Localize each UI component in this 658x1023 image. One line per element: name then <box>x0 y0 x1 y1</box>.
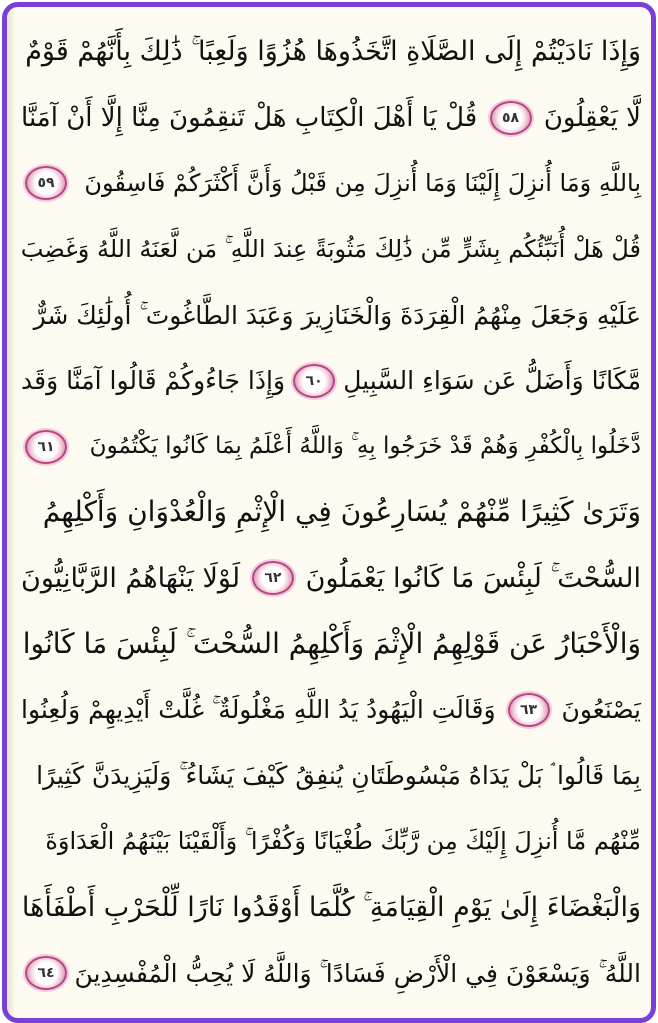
text-line <box>21 216 641 282</box>
verse-text: وَتَرَىٰ كَثِيرًا مِّنْهُمْ يُسَارِعُونَ فِي الْإِثْمِ وَالْعُدْوَانِ وَأَكْلِهِمُ <box>42 495 641 529</box>
text-line <box>21 940 641 1006</box>
ayah-number-marker: ٦٢ <box>252 561 294 595</box>
verse-text: مَّكَانًا وَأَضَلُّ عَن سَوَاءِ السَّبِيلِ <box>343 366 641 396</box>
verse-text: لَوْلَا يَنْهَاهُمُ الرَّبَّانِيُّونَ <box>21 562 241 594</box>
ayah-number-marker: ٥٨ <box>490 101 532 135</box>
ayah-number-marker: ٦٣ <box>508 693 550 727</box>
verse-text: عَلَيْهِ وَجَعَلَ مِنْهُمُ الْقِرَدَةَ وَالْخَنَازِيرَ وَعَبَدَ الطَّاغُوتَ ۚ أُولَٰئِكَ شَرٌّ <box>33 300 641 330</box>
verse-text: وَإِذَا نَادَيْتُمْ إِلَى الصَّلَاةِ اتَّخَذُوهَا هُزُوًا وَلَعِبًا ۚ ذَٰلِكَ بِأَنَّهُمْ قَوْمٌ <box>25 36 641 68</box>
verse-text: اللَّهُ ۚ وَيَسْعَوْنَ فِي الْأَرْضِ فَسَادًا ۚ وَاللَّهُ لَا يُحِبُّ الْمُفْسِدِينَ <box>74 958 641 988</box>
verse-text: بِاللَّهِ وَمَا أُنزِلَ إِلَيْنَا وَمَا أُنزِلَ مِن قَبْلُ وَأَنَّ أَكْثَرَكُمْ فَاسِقُونَ <box>84 169 641 198</box>
verse-text: السُّحْتَ ۚ لَبِئْسَ مَا كَانُوا يَعْمَلُونَ <box>305 562 641 594</box>
verse-text: مِّنْهُم مَّا أُنزِلَ إِلَيْكَ مِن رَّبِّكَ طُغْيَانًا وَكُفْرًا ۚ وَأَلْقَيْنَا بَيْنَهُمُ الْعَدَاوَةَ <box>45 827 641 856</box>
verse-text: دَّخَلُوا بِالْكُفْرِ وَهُمْ قَدْ خَرَجُوا بِهِ ۚ وَاللَّهُ أَعْلَمُ بِمَا كَانُوا يَكْتُمُونَ <box>89 433 641 460</box>
verse-text: وَالْبَغْضَاءَ إِلَىٰ يَوْمِ الْقِيَامَةِ ۚ كُلَّمَا أَوْقَدُوا نَارًا لِّلْحَرْبِ أَطْفَأَهَا <box>21 891 641 923</box>
text-line <box>21 282 641 348</box>
verse-text: قُلْ هَلْ أُنَبِّئُكُم بِشَرٍّ مِّن ذَٰلِكَ مَثُوبَةً عِندَ اللَّهِ ۚ مَن لَّعَنَهُ اللَّهُ وَغَضِبَ <box>20 235 641 264</box>
verse-text: لَّا يَعْقِلُونَ <box>543 102 641 133</box>
ayah-number-marker: ٦٠ <box>293 364 335 398</box>
text-line <box>21 874 641 940</box>
page-spine-shadow <box>7 7 15 1018</box>
text-line <box>21 545 641 611</box>
verse-text: وَالْأَحْبَارُ عَن قَوْلِهِمُ الْإِثْمَ وَأَكْلِهِمُ السُّحْتَ ۚ لَبِئْسَ مَا كَانُوا <box>22 627 641 661</box>
text-line <box>21 809 641 875</box>
verse-text: بِمَا قَالُوا ۘ بَلْ يَدَاهُ مَبْسُوطَتَانِ يُنفِقُ كَيْفَ يَشَاءُ ۚ وَلَيَزِيدَنَّ كَثِيرًا <box>36 761 641 791</box>
verse-text: وَقَالَتِ الْيَهُودُ يَدُ اللَّهِ مَغْلُولَةٌ ۚ غُلَّتْ أَيْدِيهِمْ وَلُعِنُوا <box>21 695 496 725</box>
text-line <box>21 743 641 809</box>
text-line <box>21 151 641 217</box>
verse-text: قُلْ يَا أَهْلَ الْكِتَابِ هَلْ تَنقِمُونَ مِنَّا إِلَّا أَنْ آمَنَّا <box>21 102 478 133</box>
verse-text: وَإِذَا جَاءُوكُمْ قَالُوا آمَنَّا وَقَد <box>21 366 286 396</box>
ayah-number-marker: ٦١ <box>25 430 67 464</box>
quran-page-text <box>21 19 641 1008</box>
ayah-number-marker: ٦٤ <box>25 956 67 990</box>
text-line <box>21 480 641 546</box>
text-line <box>21 677 641 743</box>
text-line <box>21 348 641 414</box>
ayah-number-marker: ٥٩ <box>25 166 67 200</box>
text-line <box>21 19 641 85</box>
mushaf-page-frame <box>2 2 656 1023</box>
text-line <box>21 414 641 480</box>
text-line <box>21 611 641 677</box>
verse-text: يَصْنَعُونَ <box>561 695 641 725</box>
text-line <box>21 85 641 151</box>
